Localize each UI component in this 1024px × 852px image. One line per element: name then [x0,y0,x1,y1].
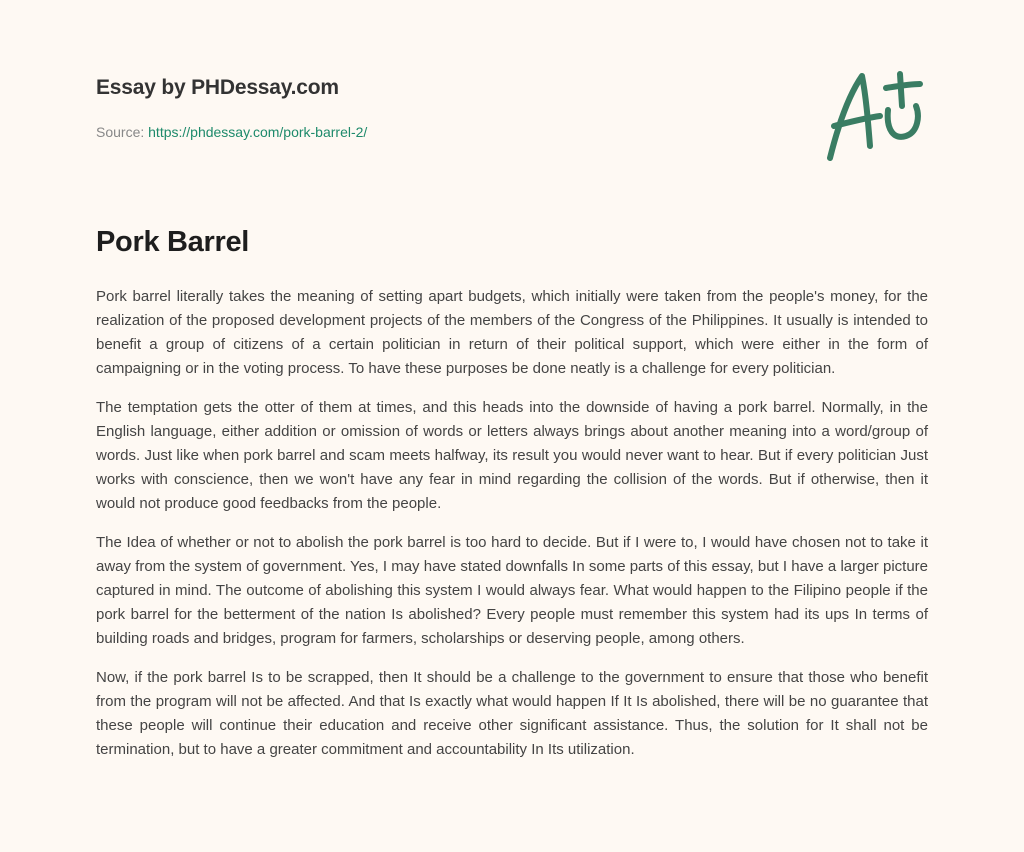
essay-body [96,285,928,777]
source-line [96,124,367,140]
essay-paragraph: Now, if the pork barrel Is to be scrapped, then It should be a challenge to the government to ensure that those who benefit from the program will not be affected. And that Is exactly what would happen If It Is abolished, there will be no guarantee that these people will continue their education and receive other significant assistance. Thus, the solution for It shall not be termination, but to have a greater commitment and accountability In Its utilization. [96,669,928,758]
essay-paragraph: Pork barrel literally takes the meaning of setting apart budgets, which initially were taken from the people's money, for the realization of the proposed development projects of the members of the Congress of the Philippines. It usually is intended to benefit a group of citizens of a certain politician in return of their political support, which were either in the form of campaigning or in the voting process. To have these purposes be done neatly is a challenge for every politician. [96,288,928,377]
site-brand: Essay by PHDessay.com [96,76,339,99]
source-label: Source: [96,124,145,140]
essay-paragraph: The Idea of whether or not to abolish the pork barrel is too hard to decide. But if I were to, I would have chosen not to take it away from the system of government. Yes, I may have stated downfalls In some parts of this essay, but I have a larger picture captured in mind. The outcome of abolishing this system I would always fear. What would happen to the Filipino people if the pork barrel for the betterment of the nation Is abolished? Every people must remember this system had its ups In terms of building roads and bridges, program for farmers, scholarships or deserving people, among others. [96,534,928,647]
a-plus-logo-icon [820,66,930,166]
essay-paragraph: The temptation gets the otter of them at times, and this heads into the downside of having a pork barrel. Normally, in the English language, either addition or omission of words or letters always brings about another meaning into a word/group of words. Just like when pork barrel and scam meets halfway, its result you would never want to hear. But if every politician Just works with conscience, then we won't have any fear in mind regarding the collision of the words. But if otherwise, then it would not produce good feedbacks from the people. [96,399,928,512]
essay-title: Pork Barrel [96,226,250,258]
source-link[interactable]: https://phdessay.com/pork-barrel-2/ [148,124,368,140]
